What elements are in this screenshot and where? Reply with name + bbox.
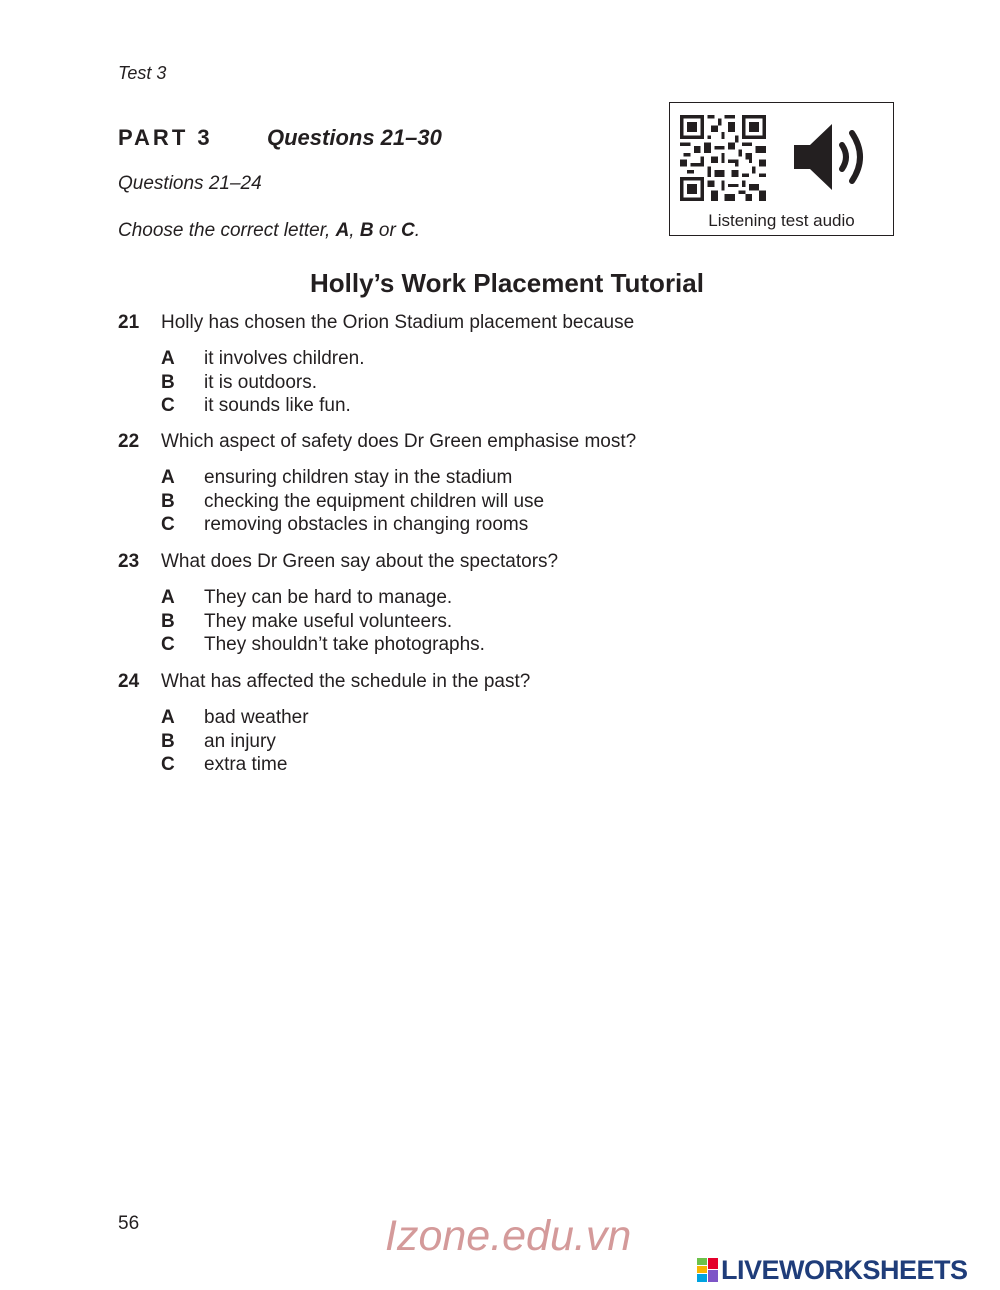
liveworksheets-logo[interactable] — [697, 1255, 993, 1285]
test-label: Test 3 — [118, 63, 167, 83]
option-letter: B — [161, 371, 175, 393]
question-number: 23 — [118, 551, 140, 572]
option-text: ensuring children stay in the stadium — [204, 467, 513, 488]
speaker-icon[interactable] — [792, 121, 870, 193]
worksheet-title: Holly’s Work Placement Tutorial — [310, 268, 704, 298]
question-number: 21 — [118, 312, 140, 333]
audio-panel[interactable] — [669, 102, 894, 236]
question-text: What does Dr Green say about the spectators? — [161, 551, 559, 572]
question-number: 22 — [118, 431, 140, 452]
page-number: 56 — [118, 1213, 140, 1234]
part-questions-range: Questions 21–30 — [267, 125, 442, 150]
option-letter: A — [161, 348, 175, 369]
option-letter: C — [161, 634, 175, 655]
question-text: What has affected the schedule in the past? — [161, 671, 531, 692]
option-text: They shouldn’t take photographs. — [204, 634, 485, 655]
watermark: Izone.edu.vn — [385, 1212, 632, 1260]
option-text: it involves children. — [204, 348, 365, 369]
option-text: They make useful volunteers. — [204, 610, 453, 632]
question-number: 24 — [118, 671, 140, 692]
option-letter: A — [161, 467, 175, 488]
option-text: extra time — [204, 754, 288, 775]
option-letter: C — [161, 395, 175, 416]
option-letter: B — [161, 490, 175, 512]
option-letter: C — [161, 754, 175, 775]
question-text: Holly has chosen the Orion Stadium placement because — [161, 312, 635, 333]
option-text: They can be hard to manage. — [204, 587, 453, 608]
option-text: checking the equipment children will use — [204, 490, 545, 512]
option-letter: B — [161, 730, 175, 752]
option-text: it is outdoors. — [204, 371, 317, 393]
option-text: removing obstacles in changing rooms — [204, 514, 529, 535]
sub-questions-range: Questions 21–24 — [118, 173, 262, 194]
option-letter: C — [161, 514, 175, 535]
audio-caption: Listening test audio — [708, 211, 855, 230]
qr-code-icon[interactable] — [680, 115, 766, 201]
option-text: an injury — [204, 730, 276, 752]
instruction: Choose the correct letter, A, B or C. — [118, 220, 421, 241]
part-heading: PART 3 — [118, 125, 213, 150]
option-letter: A — [161, 587, 175, 608]
liveworksheets-blocks-icon — [697, 1258, 719, 1282]
option-text: it sounds like fun. — [204, 395, 351, 416]
question-text: Which aspect of safety does Dr Green emphasise most? — [161, 431, 637, 452]
option-text: bad weather — [204, 707, 309, 728]
option-letter: A — [161, 707, 175, 728]
liveworksheets-brand: LIVEWORKSHEETS — [721, 1255, 968, 1285]
option-letter: B — [161, 610, 175, 632]
